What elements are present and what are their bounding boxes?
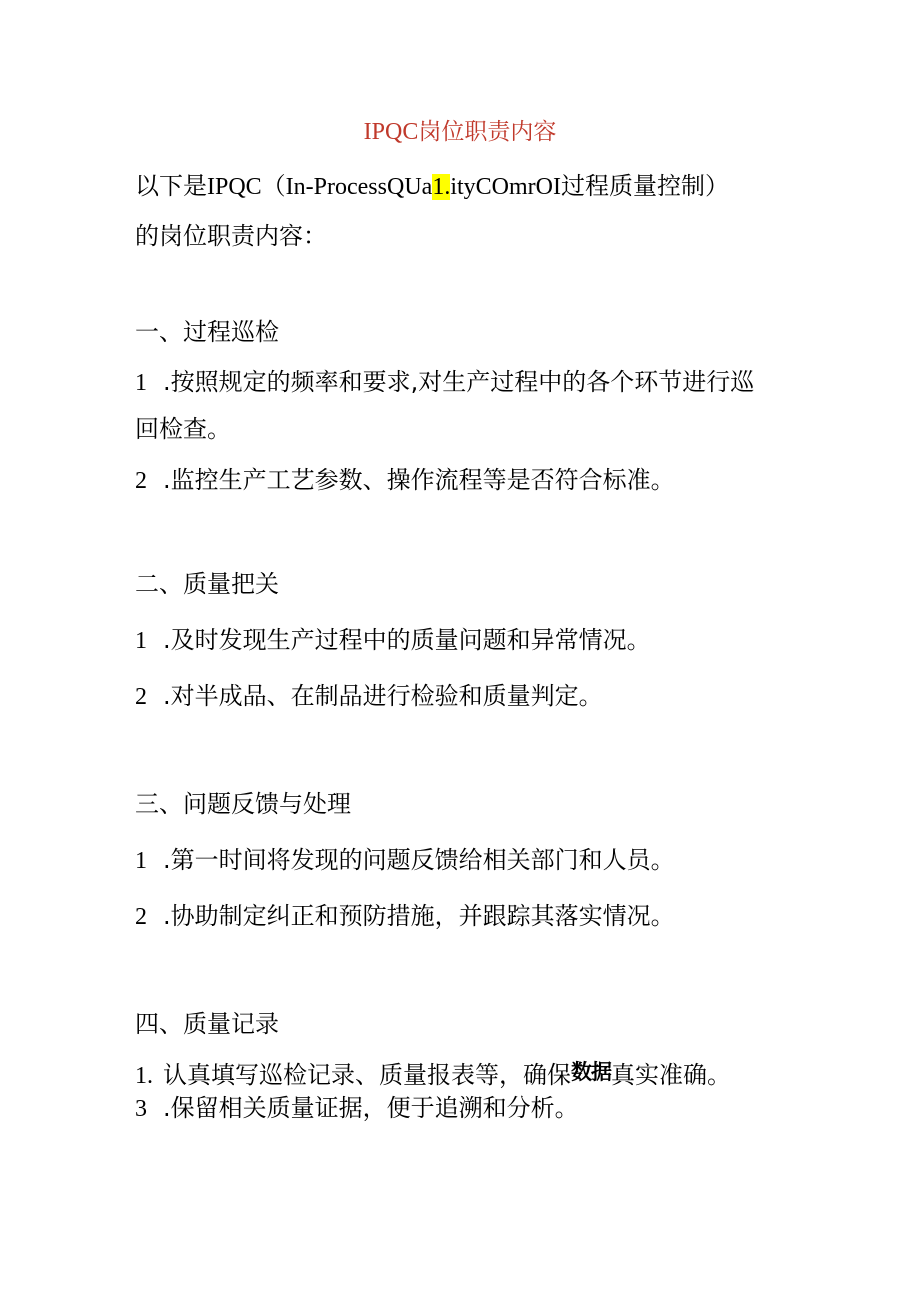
- item-number: 1.: [135, 1063, 153, 1089]
- section-4-item-2: [135, 1090, 579, 1127]
- item-number: 1: [135, 628, 147, 654]
- intro-latin-a: IPQC（In-ProcessQUa: [207, 174, 433, 200]
- item-text: .对半成品、在制品进行检验和质量判定。: [163, 682, 603, 710]
- section-3-item-2: [135, 898, 675, 935]
- item-text: .按照规定的频率和要求,对生产过程中的各个环节进行巡: [163, 368, 755, 396]
- section-3-item-1: [135, 842, 675, 879]
- document-title: [0, 116, 920, 148]
- section-heading-3: 三、问题反馈与处理: [135, 790, 351, 818]
- section-4-item-1: [135, 1054, 731, 1094]
- item-text: .协助制定纠正和预防措施，并跟踪其落实情况。: [163, 902, 675, 930]
- intro-prefix: 以下是: [135, 172, 207, 200]
- intro-line-2: 的岗位职责内容：: [135, 222, 327, 250]
- item-text-b: 真实准确。: [611, 1061, 731, 1089]
- item-text: .监控生产工艺参数、操作流程等是否符合标准。: [163, 466, 675, 494]
- section-1-item-2: [135, 462, 675, 499]
- section-heading-4: 四、质量记录: [135, 1010, 279, 1038]
- item-text: .第一时间将发现的问题反馈给相关部门和人员。: [163, 846, 675, 874]
- intro-highlight: 1.: [432, 174, 451, 200]
- item-text: .及时发现生产过程中的质量问题和异常情况。: [163, 626, 651, 654]
- intro-suffix: 过程质量控制）: [560, 172, 729, 200]
- item-number: 2: [135, 684, 147, 710]
- section-1-item-1: [135, 364, 754, 401]
- section-2-item-2: [135, 678, 603, 715]
- section-heading-2: 二、质量把关: [135, 570, 279, 598]
- data-stamp-text: 数据: [571, 1060, 611, 1084]
- item-text: .保留相关质量证据，便于追溯和分析。: [163, 1094, 579, 1122]
- item-text-a: 认真填写巡检记录、质量报表等，确保: [163, 1061, 571, 1089]
- section-1-item-1-continuation: 回检查。: [135, 415, 231, 443]
- item-number: 1: [135, 848, 147, 874]
- section-2-item-1: [135, 622, 651, 659]
- intro-line-1: [135, 168, 729, 205]
- item-number: 2: [135, 468, 147, 494]
- intro-latin-b: ityCOmrOI: [450, 174, 561, 200]
- title-latin: IPQC: [363, 119, 419, 145]
- item-number: 1: [135, 370, 147, 396]
- item-number: 3: [135, 1096, 147, 1122]
- item-number: 2: [135, 904, 147, 930]
- section-heading-1: 一、过程巡检: [135, 318, 279, 346]
- title-cjk: 岗位职责内容: [418, 119, 557, 145]
